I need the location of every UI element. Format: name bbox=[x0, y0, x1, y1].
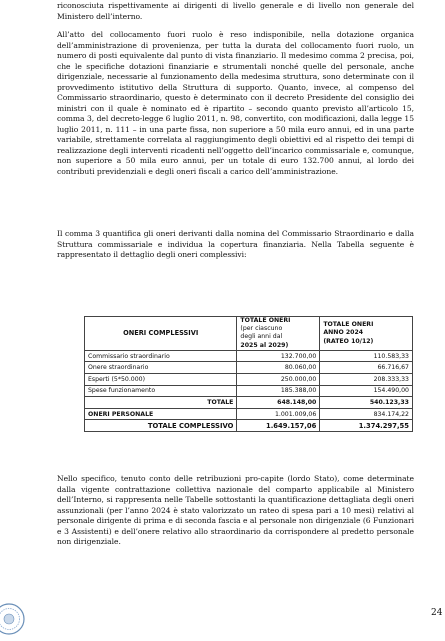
header-oneri-complessivi: ONERI COMPLESSIVI bbox=[85, 317, 237, 351]
paragraph-collocamento: All’atto del collocamento fuori ruolo è reso indisponibile, nella dotazione organica dell’amministrazione di provenienza, per tutta la durata del collocamento fuori ruolo, un numero di posti equivalente dal punto di vista finanziario. Il medesimo comma 2 precisa, poi, che le specifiche dotazioni finanziarie e strumentali nonché quelle del personale, anche dirigenziale, necessarie al funzionamento della medesima struttura, sono determinate con il provvedimento istitutivo della Struttura di supporto. Quanto, invece, al compenso del Commissario straordinario, questo è determinato con il decreto Presidente del consiglio dei ministri con il quale è nominato ed è ripartito – secondo quanto previsto all’articolo 15, comma 3, del decreto-legge 6 luglio 2011, n. 98, convertito, con modificazioni, dalla legge 15 luglio 2011, n. 111 – in una parte fissa, non superiore a 50 mila euro annui, ed in una parte variabile, strettamente correlata al raggiungimento degli obiettivi ed al rispetto dei tempi di realizzazione degli interventi ricadenti nell’oggetto dell’incarico commissariale e, comunque, non superiore a 50 mila euro annui, per un totale di euro 132.700 annui, al lordo dei contributi previdenziali e degli oneri fiscali a carico dell’amministrazione. bbox=[57, 30, 414, 176]
paragraph-comma-3: Il comma 3 quantifica gli oneri derivanti dalla nomina del Commissario Straordinario e dalla Struttura commissariale e individua la copertura finanziaria. Nella Tabella seguente è rappresentato il dettaglio degli oneri complessivi: bbox=[57, 229, 414, 259]
table-row: Spese funzionamento 185.388,00 154.490,00 bbox=[85, 385, 413, 397]
paragraph-nello-specifico: Nello specifico, tenuto conto delle retribuzioni pro-capite (lordo Stato), come determinate dalla vigente contrattazione collettiva nazionale del comparto applicabile al Ministero dell’Interno, si rappresenta nelle Tabelle sottostanti la quantificazione dettagliata degli oneri assunzionali (per l’anno 2024 è stato valorizzato un rateo di spesa pari a 10 mesi) relativi al personale dirigente di prima e di seconda fascia e al personale non dirigenziale (6 Funzionari e 3 Assistenti) e dell’onere relativo allo straordinario da corrispondere al predetto personale non dirigenziale. bbox=[57, 474, 414, 546]
oneri-table bbox=[84, 316, 413, 432]
table-row: Onere straordinario 80.060,00 66.716,67 bbox=[85, 362, 413, 374]
paragraph-intro: riconosciuta rispettivamente ai dirigenti di livello generale e di livello non generale del Ministero dell’interno. bbox=[57, 1, 414, 21]
table-header-row bbox=[85, 317, 413, 351]
table-row: Commissario straordinario 132.700,00 110.583,33 bbox=[85, 350, 413, 362]
header-totale-oneri-2024: TOTALE ONERI ANNO 2024 (RATEO 10/12) bbox=[320, 317, 413, 351]
header-totale-oneri-2025-2029: TOTALE ONERI (per ciascuno degli anni dal 2025 al 2029) bbox=[237, 317, 320, 351]
page-number: 24 bbox=[431, 608, 443, 618]
table-row-oneri-personale: ONERI PERSONALE 1.001.009,06 834.174,22 bbox=[85, 408, 413, 420]
seal-logo-icon bbox=[0, 602, 26, 636]
table-row-totale-complessivo: TOTALE COMPLESSIVO 1.649.157,06 1.374.297,55 bbox=[85, 420, 413, 432]
table-row: Esperti (5*50.000) 250.000,00 208.333,33 bbox=[85, 374, 413, 386]
table-row-totale: TOTALE 648.148,00 540.123,33 bbox=[85, 397, 413, 409]
